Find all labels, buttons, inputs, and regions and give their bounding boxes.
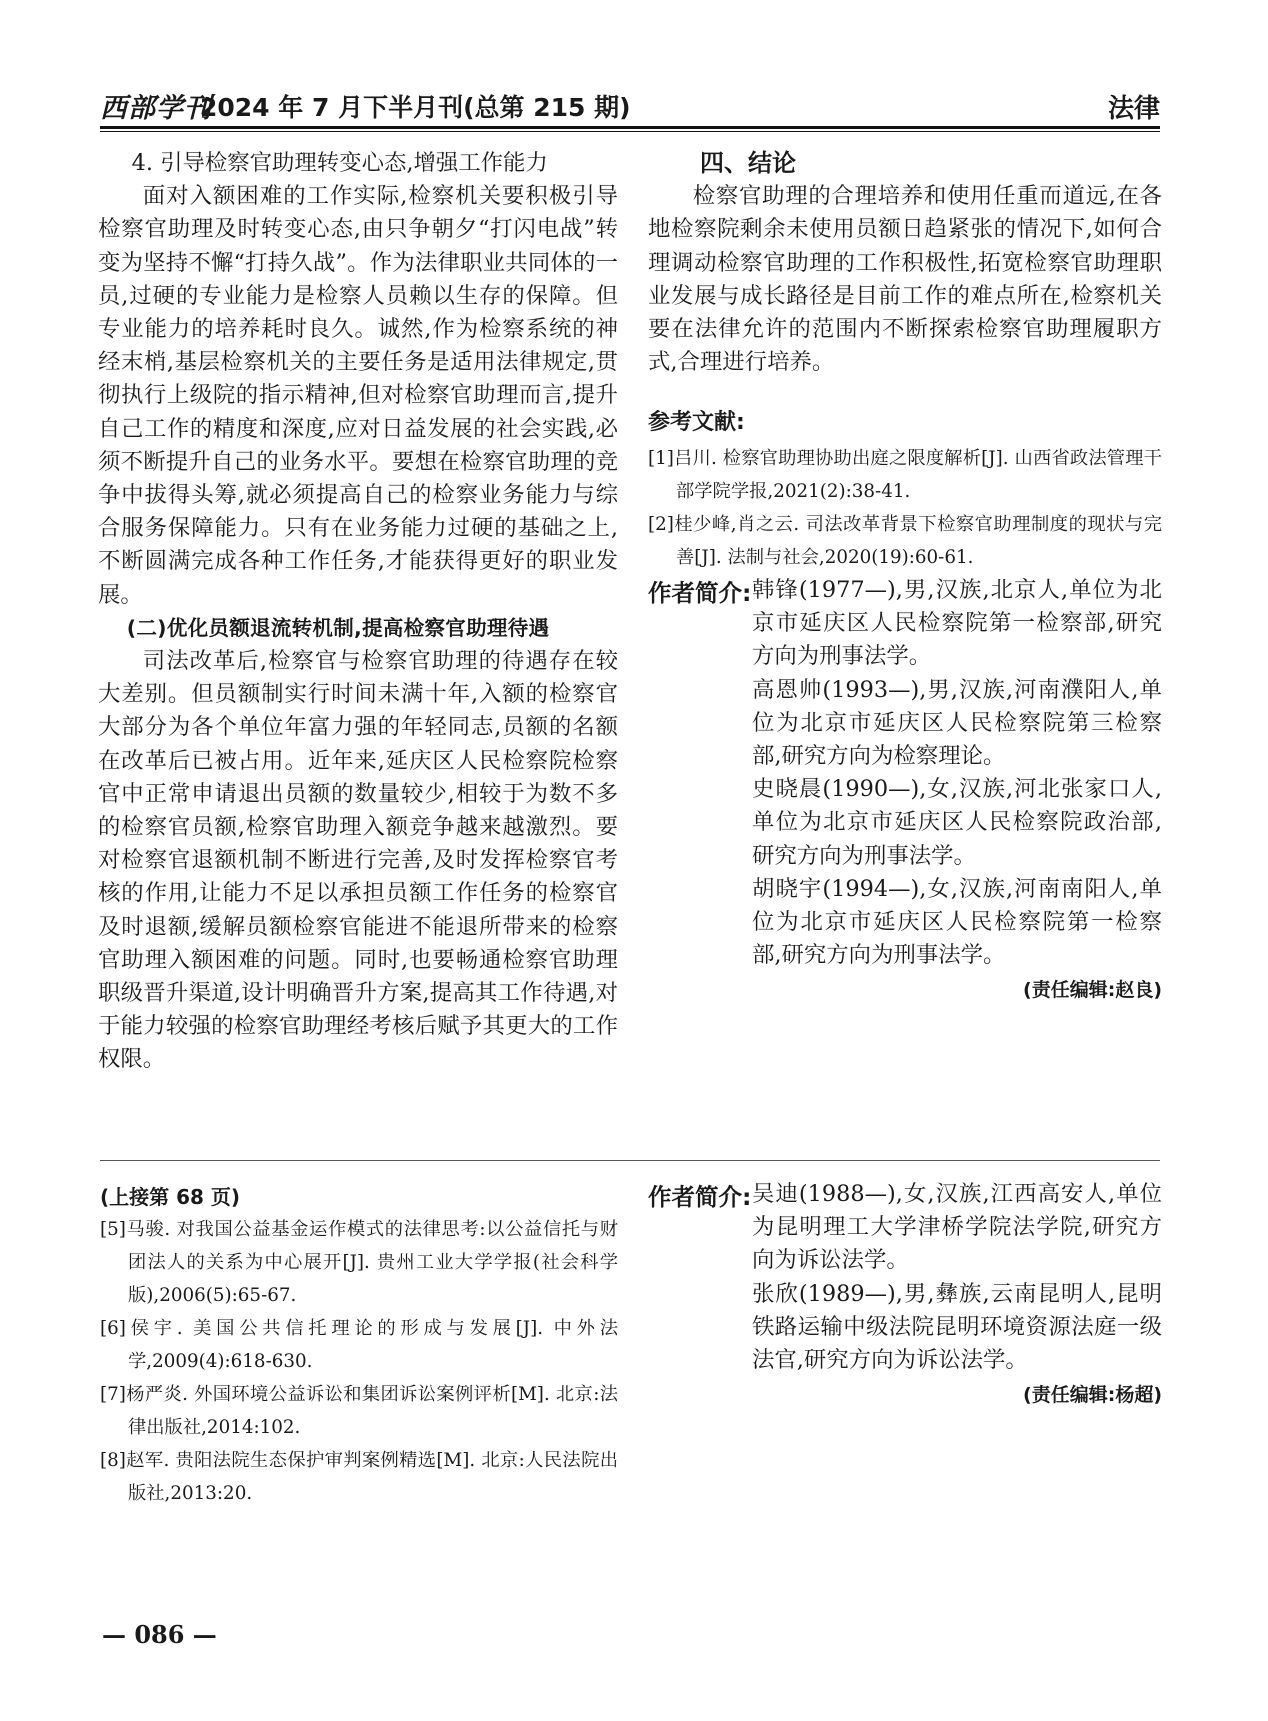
section-label: 法律 [1107,94,1160,124]
reference-item: [1]吕川. 检察官助理协助出庭之限度解析[J]. 山西省政法管理干部学院学报,2021(2):38-41. [648,447,1162,502]
body-paragraph-2: 司法改革后,检察官与检察官助理的待遇存在较大差别。但员额制实行时间未满十年,入额的检察官大部分为各个单位年富力强的年轻同志,员额的名额在改革后已被占用。近年来,延庆区人民检察院检察官中正常申请退出员额的数量较少,相较于为数不多的检察官员额,检察官助理入额竞争越来越激烈。要对检察官退额机制不断进行完善,及时发挥检察官考核的作用,让能力不足以承担员额工作任务的检察官及时退额,缓解员额检察官能进不能退所带来的检察官助理入额困难的问题。同时,也要畅通检察官助理职级晋升渠道,设计明确晋升方案,提高其工作待遇,对于能力较强的检察官助理经考核后赋予其更大的工作权限。 [98,648,618,1073]
subheading-2: (二)优化员额退流转机制,提高检察官助理待遇 [126,615,550,640]
reference-item: [2]桂少峰,肖之云. 司法改革背景下检察官助理制度的现状与完善[J]. 法制与社会,2020(19):60-61. [648,513,1162,568]
left-column [98,147,618,1077]
references-heading: 参考文献: [648,410,745,436]
author-bio: 胡晓宇(1994—),女,汉族,河南南阳人,单位为北京市延庆区人民检察院第一检察部,研究方向为刑事法学。 [752,875,1162,969]
continued-reference-list [100,1213,618,1510]
author-intro-label: 作者简介: [648,579,752,607]
author-bio: 韩锋(1977—),男,汉族,北京人,单位为北京市延庆区人民检察院第一检察部,研究方向为刑事法学。 [752,577,1162,670]
journal-logo: 西部学刊 [100,93,212,124]
reference-item: [7]杨严炎. 外国环境公益诉讼和集团诉讼案例评析[M]. 北京:法律出版社,2014:102. [100,1384,618,1438]
reference-item: [6]侯宇. 美国公共信托理论的形成与发展[J]. 中外法学,2009(4):618-630. [100,1318,618,1372]
header-rule-thin [100,131,1160,132]
subheading-4: 4. 引导检察官助理转变心态,增强工作能力 [131,150,548,176]
author-bio: 吴迪(1988—),女,汉族,江西高安人,单位为昆明理工大学津桥学院法学院,研究方向为诉讼法学。 [752,1181,1162,1274]
page-number: — 086 — [102,1620,217,1649]
continued-from-label: (上接第 68 页) [100,1185,241,1209]
conclusion-heading: 四、结论 [700,149,796,177]
author-bio: 张欣(1989—),男,彝族,云南昆明人,昆明铁路运输中级法院昆明环境资源法庭一级法官,研究方向为诉讼法学。 [752,1280,1162,1374]
body-paragraph-4: 面对入额困难的工作实际,检察机关要积极引导检察官助理及时转变心态,由只争朝夕“打闪电战”转变为坚持不懈“打持久战”。作为法律职业共同体的一员,过硬的专业能力是检察人员赖以生存的保障。但专业能力的培养耗时良久。诚然,作为检察系统的神经末梢,基层检察机关的主要任务是适用法律规定,贯彻执行上级院的指示精神,但对检察官助理而言,提升自己工作的精度和深度,应对日益发展的社会实践,必须不断提升自己的业务水平。要想在检察官助理的竞争中拔得头筹,就必须提高自己的检察业务能力与综合服务保障能力。只有在业务能力过硬的基础之上,不断圆满完成各种工作任务,才能获得更好的职业发展。 [98,183,618,608]
author-bio: 高恩帅(1993—),男,汉族,河南濮阳人,单位为北京市延庆区人民检察院第三检察部,研究方向为检察理论。 [752,676,1162,770]
right-column [648,147,1162,574]
reference-list [648,442,1162,574]
author-bios [752,574,1162,1008]
section-divider [100,1160,1160,1161]
reference-item: [8]赵军. 贵阳法院生态保护审判案例精选[M]. 北京:人民法院出版社,2013:20. [100,1450,618,1504]
author-intro-label: 作者简介: [648,1183,752,1211]
header-rule-thick [100,126,1160,129]
reference-item: [5]马骏. 对我国公益基金运作模式的法律思考:以公益信托与财团法人的关系为中心展开[J]. 贵州工业大学学报(社会科学版),2006(5):65-67. [100,1219,618,1306]
responsible-editor: (责任编辑:赵良) [1023,979,1162,1002]
author-bio: 史晓晨(1990—),女,汉族,河北张家口人,单位为北京市延庆区人民检察院政治部,研究方向为刑事法学。 [752,776,1162,869]
author-bios [752,1178,1162,1412]
issue-info: 2024 年 7 月下半月刊(总第 215 期) [200,93,631,122]
responsible-editor: (责任编辑:杨超) [1023,1384,1162,1407]
conclusion-paragraph: 检察官助理的合理培养和使用任重而道远,在各地检察院剩余未使用员额日趋紧张的情况下,如何合理调动检察官助理的工作积极性,拓宽检察官助理职业发展与成长路径是目前工作的难点所在,检察机关要在法律允许的范围内不断探索检察官助理履职方式,合理进行培养。 [648,183,1162,376]
